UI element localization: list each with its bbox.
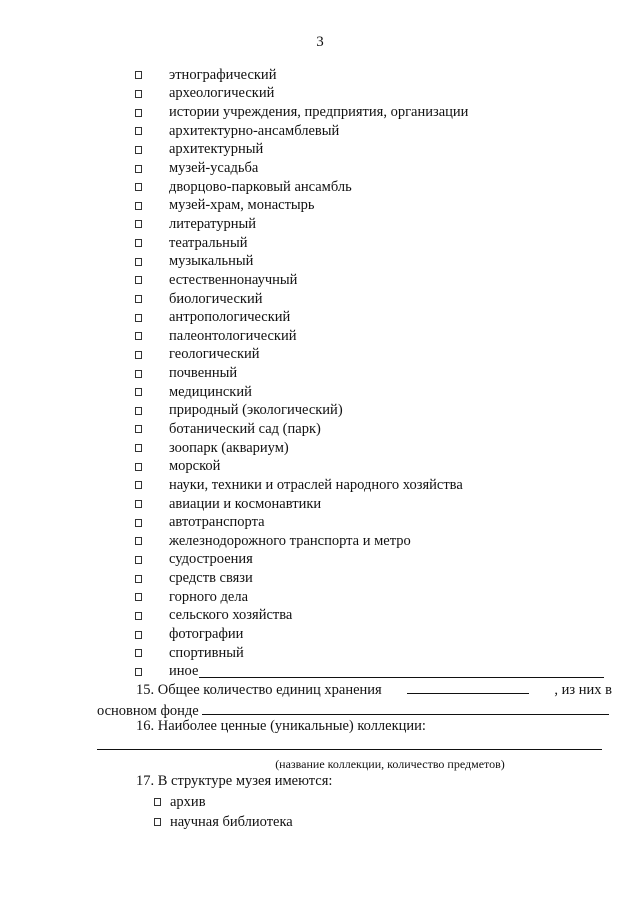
- museum-type-label: антропологический: [169, 309, 291, 326]
- structure-option[interactable]: [154, 812, 293, 832]
- checkbox-icon[interactable]: [135, 90, 142, 98]
- structure-label: научная библиотека: [170, 813, 293, 830]
- checkbox-icon[interactable]: [135, 295, 142, 303]
- checkbox-icon[interactable]: [135, 388, 142, 396]
- storage-units-field[interactable]: [407, 681, 529, 694]
- checkbox-icon[interactable]: [135, 220, 142, 228]
- museum-type-option[interactable]: [135, 439, 604, 458]
- museum-type-option[interactable]: [135, 420, 604, 439]
- museum-type-option[interactable]: [135, 495, 604, 514]
- museum-type-option[interactable]: [135, 215, 604, 234]
- museum-type-label: средств связи: [169, 570, 253, 587]
- museum-type-option[interactable]: [135, 234, 604, 253]
- museum-type-label: естественнонаучный: [169, 271, 298, 288]
- checkbox-icon[interactable]: [135, 556, 142, 564]
- checkbox-icon[interactable]: [135, 183, 142, 191]
- museum-type-label: природный (экологический): [169, 402, 343, 419]
- museum-type-label: зоопарк (аквариум): [169, 439, 289, 456]
- museum-type-label: морской: [169, 458, 221, 475]
- checkbox-icon[interactable]: [135, 109, 142, 117]
- checkbox-icon[interactable]: [135, 537, 142, 545]
- museum-type-label: архитектурный: [169, 141, 264, 158]
- museum-type-option[interactable]: [135, 308, 604, 327]
- checkbox-icon[interactable]: [135, 239, 142, 247]
- checkbox-icon[interactable]: [135, 202, 142, 210]
- museum-type-option[interactable]: [135, 103, 604, 122]
- page-number: 3: [316, 34, 324, 50]
- checkbox-icon[interactable]: [135, 258, 142, 266]
- museum-type-label: науки, техники и отраслей народного хозяйства: [169, 476, 463, 493]
- museum-type-label: авиации и космонавтики: [169, 495, 322, 512]
- museum-type-option[interactable]: [135, 327, 604, 346]
- museum-type-option[interactable]: [135, 85, 604, 104]
- q15-label: 15. Общее количество единиц хранения: [136, 682, 382, 698]
- checkbox-icon[interactable]: [135, 463, 142, 471]
- museum-type-option[interactable]: [135, 383, 604, 402]
- museum-type-label: железнодорожного транспорта и метро: [169, 532, 411, 549]
- checkbox-icon[interactable]: [135, 668, 142, 676]
- checkbox-icon[interactable]: [135, 444, 142, 452]
- museum-type-option[interactable]: [135, 66, 604, 85]
- checkbox-icon[interactable]: [135, 351, 142, 359]
- museum-type-label: спортивный: [169, 644, 244, 661]
- museum-type-label: этнографический: [169, 66, 277, 83]
- checkbox-icon[interactable]: [135, 146, 142, 154]
- museum-type-list: [135, 66, 604, 681]
- museum-type-option[interactable]: [135, 122, 604, 141]
- checkbox-icon[interactable]: [135, 407, 142, 415]
- museum-type-label: ботанический сад (парк): [169, 420, 321, 437]
- museum-type-option[interactable]: [135, 141, 604, 160]
- museum-type-option[interactable]: [135, 196, 604, 215]
- museum-type-option[interactable]: [135, 551, 604, 570]
- q17-label: 17. В структуре музея имеются:: [136, 773, 333, 789]
- museum-type-label: геологический: [169, 346, 260, 363]
- museum-type-option[interactable]: [135, 457, 604, 476]
- museum-type-option[interactable]: [135, 476, 604, 495]
- museum-type-option[interactable]: [135, 402, 604, 421]
- museum-type-option[interactable]: [135, 178, 604, 197]
- checkbox-icon[interactable]: [135, 519, 142, 527]
- museum-type-label: палеонтологический: [169, 327, 297, 344]
- museum-type-option[interactable]: [135, 607, 604, 626]
- museum-type-label: сельского хозяйства: [169, 607, 293, 624]
- checkbox-icon[interactable]: [135, 481, 142, 489]
- other-input-field[interactable]: [199, 665, 604, 678]
- museum-type-label: горного дела: [169, 588, 249, 605]
- museum-type-label: медицинский: [169, 383, 252, 400]
- museum-type-option[interactable]: [135, 346, 604, 365]
- checkbox-icon[interactable]: [135, 631, 142, 639]
- museum-type-label: музей-храм, монастырь: [169, 197, 315, 214]
- checkbox-icon[interactable]: [135, 165, 142, 173]
- museum-type-label: музей-усадьба: [169, 160, 259, 177]
- museum-type-label: судостроения: [169, 551, 253, 568]
- museum-type-other-option[interactable]: [135, 663, 604, 682]
- collections-hint: (название коллекции, количество предметов): [275, 757, 505, 771]
- checkbox-icon[interactable]: [135, 612, 142, 620]
- checkbox-icon[interactable]: [135, 314, 142, 322]
- q15-continuation: основном фонде: [97, 703, 199, 719]
- collections-field[interactable]: [97, 749, 602, 750]
- museum-type-label: литературный: [169, 215, 256, 232]
- structure-option[interactable]: [154, 792, 293, 812]
- museum-type-option[interactable]: [135, 252, 604, 271]
- museum-type-label: театральный: [169, 234, 248, 251]
- checkbox-icon[interactable]: [135, 276, 142, 284]
- museum-type-option[interactable]: [135, 588, 604, 607]
- museum-type-option[interactable]: [135, 513, 604, 532]
- museum-type-label: археологический: [169, 85, 275, 102]
- checkbox-icon[interactable]: [135, 127, 142, 135]
- museum-type-label: архитектурно-ансамблевый: [169, 122, 340, 139]
- museum-type-option[interactable]: [135, 159, 604, 178]
- checkbox-icon[interactable]: [135, 500, 142, 508]
- museum-type-label: автотранспорта: [169, 514, 265, 531]
- museum-type-label: почвенный: [169, 365, 238, 382]
- checkbox-icon[interactable]: [154, 818, 161, 826]
- museum-type-option[interactable]: [135, 532, 604, 551]
- checkbox-icon[interactable]: [135, 71, 142, 79]
- structure-label: архив: [170, 793, 206, 810]
- checkbox-icon[interactable]: [135, 575, 142, 583]
- museum-type-option[interactable]: [135, 271, 604, 290]
- museum-type-option[interactable]: [135, 569, 604, 588]
- checkbox-icon[interactable]: [135, 332, 142, 340]
- museum-type-label: фотографии: [169, 626, 244, 643]
- checkbox-icon[interactable]: [154, 798, 161, 806]
- checkbox-icon[interactable]: [135, 649, 142, 657]
- museum-type-option[interactable]: [135, 644, 604, 663]
- checkbox-icon[interactable]: [135, 370, 142, 378]
- museum-type-option[interactable]: [135, 625, 604, 644]
- museum-type-label: музыкальный: [169, 253, 254, 270]
- checkbox-icon[interactable]: [135, 593, 142, 601]
- checkbox-icon[interactable]: [135, 425, 142, 433]
- main-fund-field[interactable]: [202, 702, 609, 715]
- question-15: [97, 681, 612, 720]
- museum-structure-list: [154, 792, 293, 832]
- other-label: иное: [169, 663, 199, 680]
- museum-type-label: дворцово-парковый ансамбль: [169, 178, 352, 195]
- q15-middle-text: , из них в: [554, 682, 612, 698]
- museum-type-label: истории учреждения, предприятия, организации: [169, 104, 469, 121]
- museum-type-label: биологический: [169, 290, 263, 307]
- museum-type-option[interactable]: [135, 290, 604, 309]
- q16-label: 16. Наиболее ценные (уникальные) коллекции:: [136, 718, 426, 734]
- museum-type-option[interactable]: [135, 364, 604, 383]
